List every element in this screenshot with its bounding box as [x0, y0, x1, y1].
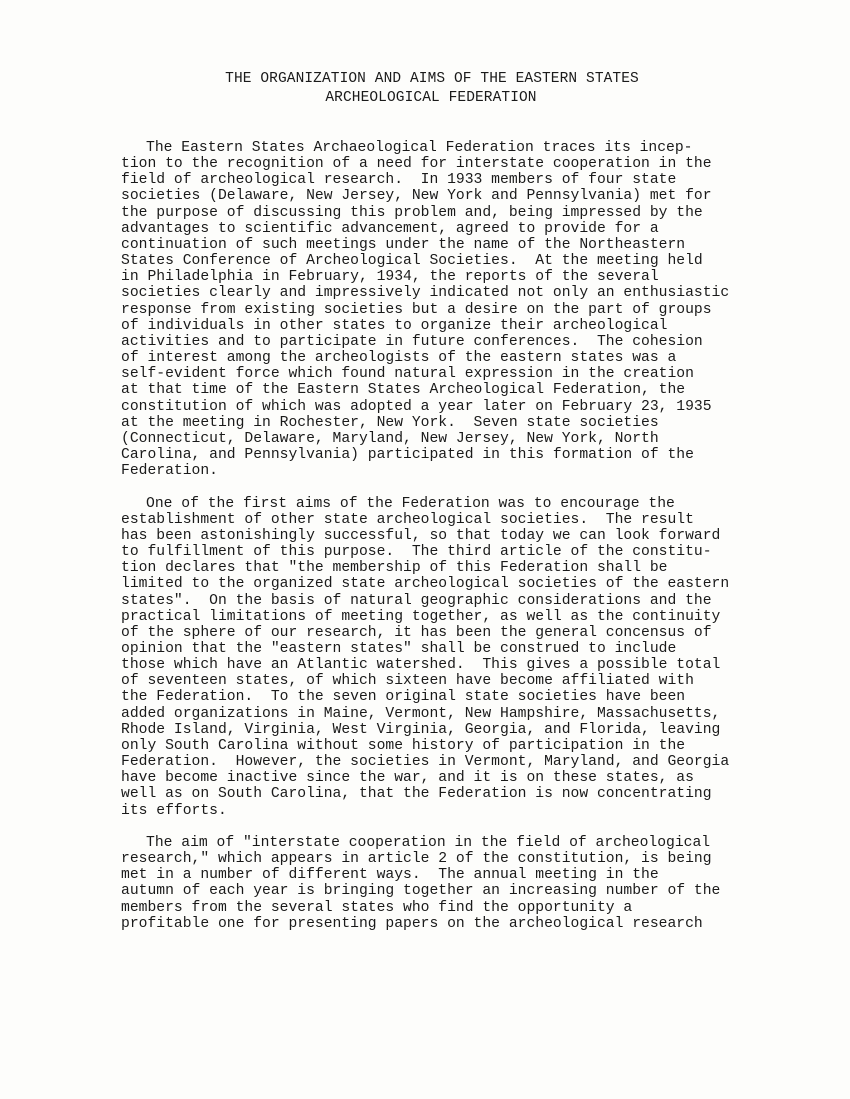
text-line: met in a number of different ways. The annual meeting in the [121, 867, 659, 884]
text-line: tion declares that "the membership of this Federation shall be [121, 560, 668, 577]
document-title [0, 70, 850, 108]
text-line: only South Carolina without some history of participation in the [121, 737, 686, 754]
paragraph-2 [121, 496, 821, 819]
text-line: advantages to scientific advancement, agreed to provide for a [121, 220, 659, 237]
text-line: Carolina, and Pennsylvania) participated in this formation of the [121, 446, 694, 463]
text-line: have become inactive since the war, and it is on these states, as [121, 770, 694, 787]
text-line: limited to the organized state archeological societies of the eastern [121, 576, 730, 593]
text-line: well as on South Carolina, that the Federation is now concentrating [121, 786, 712, 803]
text-line: of interest among the archeologists of the eastern states was a [121, 350, 677, 367]
text-line: tion to the recognition of a need for interstate cooperation in the [121, 156, 712, 173]
text-line: of the sphere of our research, it has been the general concensus of [121, 624, 712, 641]
text-line: practical limitations of meeting together, as well as the continuity [121, 608, 721, 625]
text-line: States Conference of Archeological Societies. At the meeting held [121, 253, 703, 270]
text-line: those which have an Atlantic watershed. This gives a possible total [121, 657, 721, 674]
text-line: research," which appears in article 2 of the constitution, is being [121, 851, 712, 868]
text-line: field of archeological research. In 1933 members of four state [121, 172, 677, 189]
text-line: continuation of such meetings under the name of the Northeastern [121, 236, 686, 253]
text-line: activities and to participate in future conferences. The cohesion [121, 333, 703, 350]
text-line: self-evident force which found natural expression in the creation [121, 366, 694, 383]
text-line: response from existing societies but a desire on the part of groups [121, 301, 712, 318]
text-line: societies clearly and impressively indicated not only an enthusiastic [121, 285, 730, 302]
text-line: establishment of other state archeological societies. The result [121, 511, 694, 528]
text-line: the purpose of discussing this problem and, being impressed by the [121, 204, 703, 221]
text-line: autumn of each year is bringing together an increasing number of the [121, 883, 721, 900]
text-line: in Philadelphia in February, 1934, the reports of the several [121, 269, 659, 286]
text-line: states". On the basis of natural geographic considerations and the [121, 592, 712, 609]
text-line: to fulfillment of this purpose. The third article of the constitu- [121, 544, 712, 561]
text-line: The aim of "interstate cooperation in the field of archeological [146, 835, 711, 851]
text-line: members from the several states who find the opportunity a [121, 899, 633, 916]
text-line: its efforts. [121, 802, 227, 819]
paragraph-3 [121, 835, 821, 932]
text-line: at that time of the Eastern States Archeological Federation, the [121, 382, 686, 399]
text-line: the Federation. To the seven original state societies have been [121, 689, 686, 706]
text-line: at the meeting in Rochester, New York. Seven state societies [121, 414, 659, 431]
text-line: opinion that the "eastern states" shall be construed to include [121, 640, 677, 657]
text-line: has been astonishingly successful, so that today we can look forward [121, 527, 721, 544]
title-line: THE ORGANIZATION AND AIMS OF THE EASTERN STATES [225, 71, 639, 87]
paragraph-1 [121, 140, 821, 479]
text-line: profitable one for presenting papers on the archeological research [121, 915, 703, 932]
document-body [121, 140, 821, 932]
title-line: ARCHEOLOGICAL FEDERATION [325, 90, 537, 106]
text-line: of seventeen states, of which sixteen have become affiliated with [121, 673, 694, 690]
text-line: of individuals in other states to organize their archeological [121, 317, 668, 334]
text-line: added organizations in Maine, Vermont, New Hampshire, Massachusetts, [121, 705, 721, 722]
text-line: The Eastern States Archaeological Federation traces its incep- [146, 140, 693, 156]
text-line: (Connecticut, Delaware, Maryland, New Jersey, New York, North [121, 430, 659, 447]
text-line: One of the first aims of the Federation was to encourage the [146, 495, 675, 512]
text-line: Rhode Island, Virginia, West Virginia, Georgia, and Florida, leaving [121, 721, 721, 738]
text-line: Federation. However, the societies in Vermont, Maryland, and Georgia [121, 754, 730, 771]
text-line: Federation. [121, 463, 218, 480]
text-line: societies (Delaware, New Jersey, New York and Pennsylvania) met for [121, 188, 712, 205]
text-line: constitution of which was adopted a year later on February 23, 1935 [121, 398, 712, 415]
